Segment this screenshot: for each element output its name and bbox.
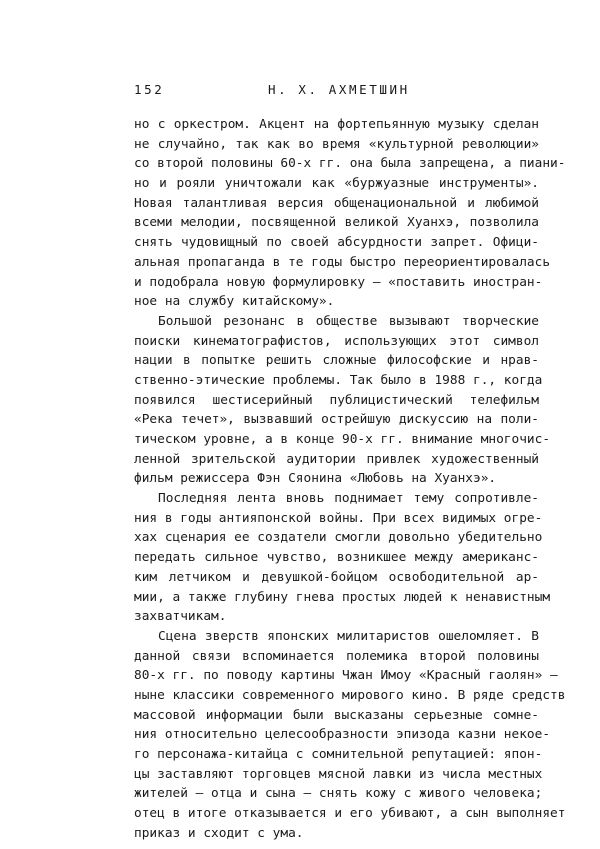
text-line: альная пропаганда в те годы быстро переориентировалась [134, 254, 551, 270]
text-line: фильм режиссера Фэн Сяонина «Любовь на Хуанхэ». [134, 471, 497, 487]
text-line: го персонажа-китайца с сомнительной репутацией: япон- [134, 747, 543, 762]
text-line: но и рояли уничтожали как «буржуазные инструменты». [134, 176, 539, 192]
text-line: хах сценария ее создатели смогли довольно убедительно [134, 530, 543, 546]
text-line: снять чудовищный по своей абсурдности запрет. Офици- [134, 235, 539, 251]
text-line: ныне классики современного мирового кино. В ряде средств [134, 687, 566, 703]
text-line: отец в итоге отказывается и его убивают, а сын выполняет [134, 806, 566, 822]
text-line: данной связи вспоминается полемика второй половины [134, 648, 539, 664]
text-line: и подобрала новую формулировку — «поставить иностран- [134, 274, 543, 290]
text-line: ственно-этические проблемы. Так было в 1988 г., когда [134, 372, 543, 388]
page-number: 152 [134, 82, 165, 97]
body-text [134, 115, 566, 843]
text-line: «Река течет», вызвавший острейшую дискуссию на поли- [134, 412, 539, 428]
text-line: ким летчиком и девушкой-бойцом освободительной ар- [134, 569, 539, 585]
text-line: ное на службу китайскому». [134, 294, 335, 310]
page-header [134, 82, 434, 100]
text-line: 80-х гг. по поводу картины Чжан Имоу «Красный гаолян» — [134, 668, 558, 684]
paragraph-start-line: Последняя лента вновь поднимает тему сопротивле- [158, 491, 539, 507]
running-title: Н. Х. АХМЕТШИН [268, 82, 410, 97]
text-line: массовой информации были высказаны серьезные сомне- [134, 707, 539, 723]
text-line: ния относительно целесообразности эпизода казни некое- [134, 727, 551, 743]
paragraph-start-line: Сцена зверств японских милитаристов ошеломляет. В [158, 628, 539, 644]
paragraph-start-line: Большой резонанс в обществе вызывают творческие [158, 313, 539, 329]
text-line: появился шестисерийный публицистический телефильм [134, 392, 539, 408]
text-line: Новая талантливая версия общенациональной и любимой [134, 195, 539, 211]
text-line: ния в годы антияпонской войны. При всех видимых огре- [134, 510, 543, 526]
text-line: но с оркестром. Акцент на фортепьянную музыку сделан [134, 117, 539, 132]
text-line: со второй половины 60-х гг. она была запрещена, а пиани- [134, 156, 566, 172]
text-line: тическом уровне, а в конце 90-х гг. внимание многочис- [134, 432, 551, 447]
text-line: нации в попытке решить сложные философские и нрав- [134, 353, 539, 369]
text-line: передать сильное чувство, возникшее между американс- [134, 550, 539, 566]
text-line: захватчикам. [134, 609, 227, 625]
text-line: мии, а также глубину гнева простых людей к ненавистным [134, 589, 551, 605]
text-line: жителей — отца и сына — снять кожу с живого человека; [134, 786, 543, 802]
text-line: не случайно, так как во время «культурной революции» [134, 136, 539, 152]
text-line: цы заставляют торговцев мясной лавки из числа местных [134, 766, 543, 782]
text-line: приказ и сходит с ума. [134, 825, 304, 841]
text-line: поиски кинематографистов, использующих этот символ [134, 333, 539, 349]
text-line: ленной зрительской аудитории привлек художественный [134, 451, 539, 467]
text-line: всеми мелодии, посвященной великой Хуанхэ, позволила [134, 215, 539, 231]
